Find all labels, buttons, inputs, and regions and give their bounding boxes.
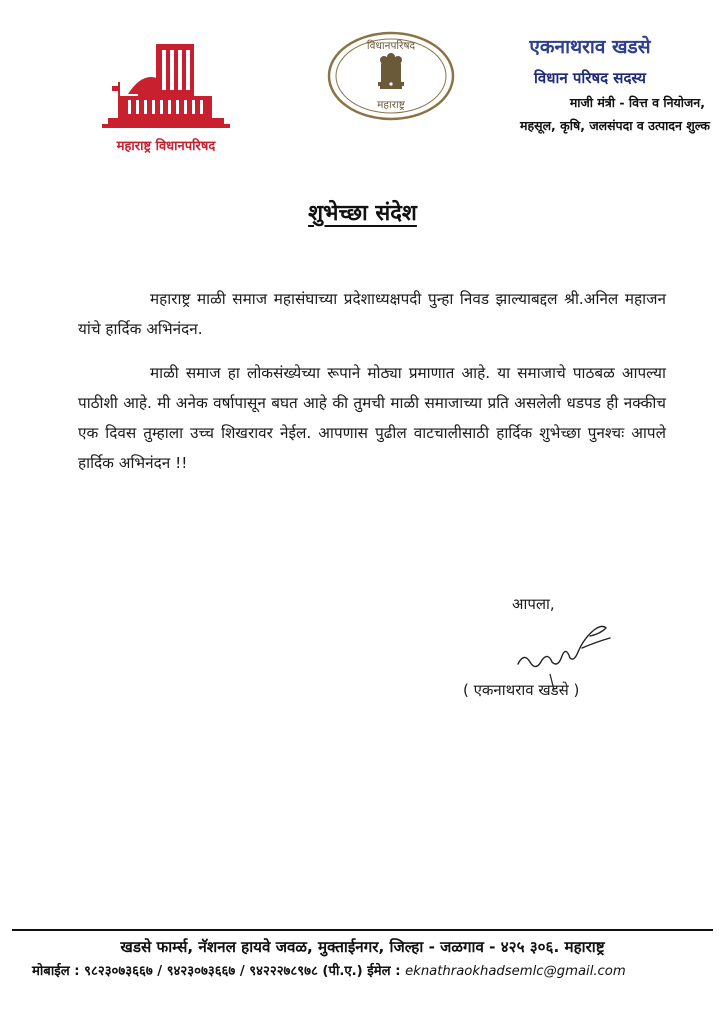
sender-former-post: माजी मंत्री - वित्त व नियोजन, [569,95,705,110]
sender-departments: महसूल, कृषि, जलसंपदा व उत्पादन शुल्क [520,118,710,133]
vidhan-bhavan-building-icon [98,38,234,136]
letter-paragraph-2: माळी समाज हा लोकसंख्येच्या रूपाने मोठ्या प्रमाणात आहे. या समाजाचे पाठबळ आपल्या पाठीशी आहे. मी अनेक वर्षापासून बघत आहे की तुमची माळी समाजाच्या प्रति असलेली धडपड ही नक्कीच एक दिवस तुम्हाला उच्च शिखरावर नेईल. आपणास पुढील वाटचालीसाठी हार्दिक शुभेच्छा पुनश्चः आपले हार्दिक अभिनंदन !! [78,364,666,472]
letter-title [0,197,725,227]
logo-caption: महाराष्ट्र विधानपरिषद [116,139,216,154]
vidhan-parishad-seal [326,30,456,122]
seal-bottom-text: महाराष्ट्र [377,99,405,111]
footer-divider [12,929,713,931]
letter-closing: आपला, [512,595,555,613]
seal-top-text: विधानपरिषद [366,40,416,52]
footer-contact [32,961,626,979]
letter-paragraph-1: महाराष्ट्र माळी समाज महासंघाच्या प्रदेशाध्यक्षपदी पुन्हा निवड झाल्याबद्दल श्री.अनिल महाजन यांचे हार्दिक अभिनंदन. [78,290,666,338]
footer-address: खडसे फार्म्स, नॅशनल हायवे जवळ, मुक्ताईनगर, जिल्हा - जळगाव - ४२५ ३०६. महाराष्ट्र [120,938,605,956]
sender-name: एकनाथराव खडसे [529,36,651,58]
sender-designation: विधान परिषद सदस्य [534,69,646,87]
signer-name: ( एकनाथराव खडसे ) [463,681,580,699]
footer-phones: मोबाईल : ९८२३०७३६६७ / ९४२३०७३६६७ / ९४२२२७८९७८ (पी.ए.) ईमेल : [32,964,401,979]
vidhan-parishad-logo [98,38,234,156]
footer-email[interactable]: eknathraokhadsemlc@gmail.com [405,964,626,979]
letter-title-text: शुभेच्छा संदेश [308,201,417,226]
